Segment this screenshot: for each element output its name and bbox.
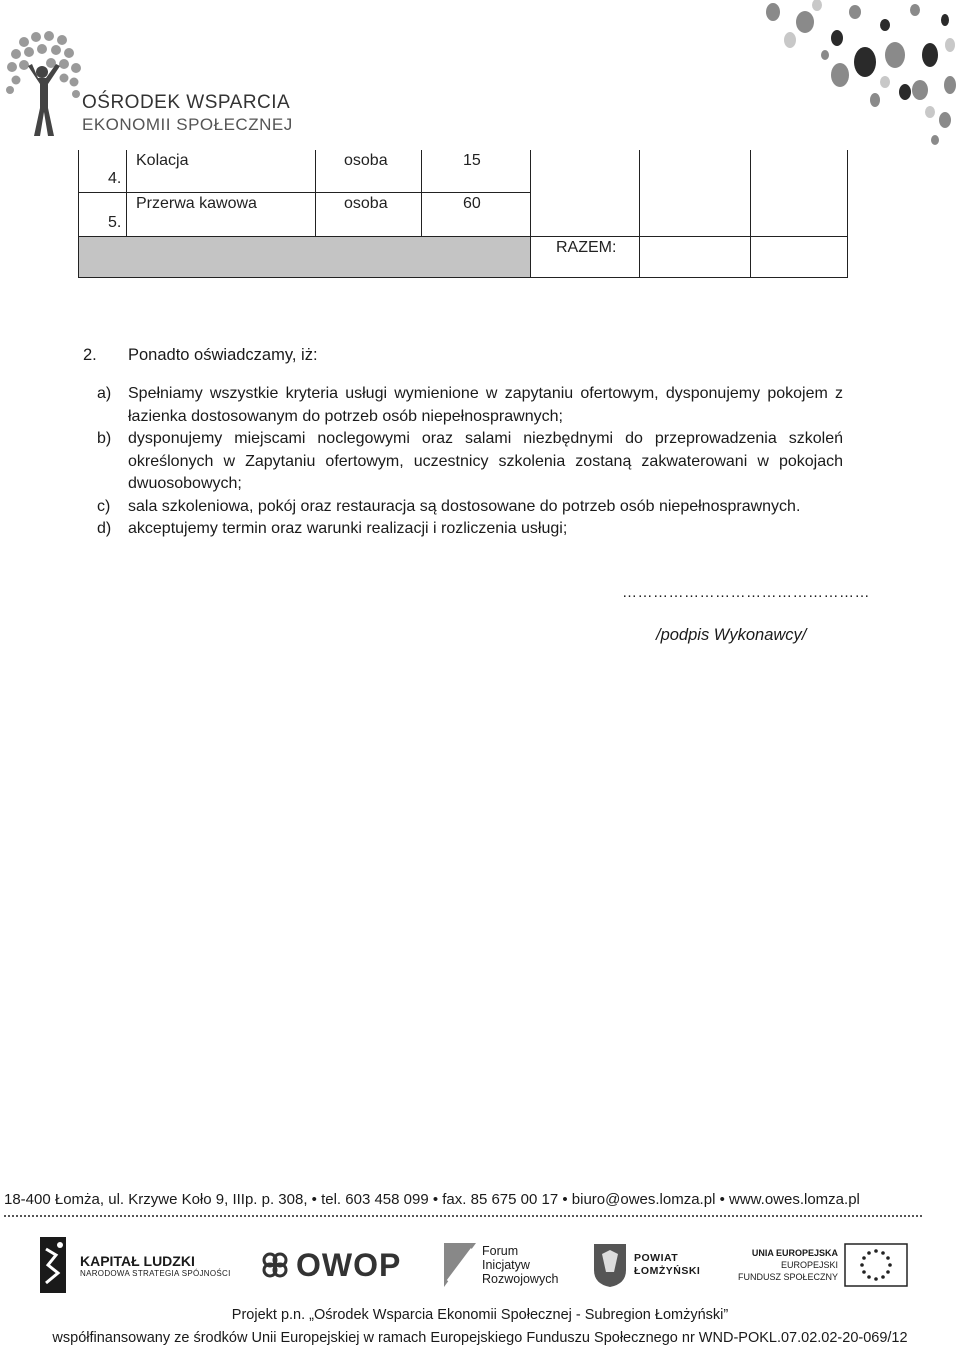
footer-funding-info: współfinansowany ze środków Unii Europejskiej w ramach Europejskiego Funduszu Społecznego nr WND-POKL.07.02.02-20-069/12 xyxy=(52,1330,908,1346)
item-name: Przerwa kawowa xyxy=(136,195,257,212)
item-unit: osoba xyxy=(344,152,388,169)
powiat-line2: ŁOMŻYŃSKI xyxy=(634,1265,701,1277)
powiat-line1: POWIAT xyxy=(634,1252,679,1264)
eu-line3: FUNDUSZ SPOŁECZNY xyxy=(738,1272,839,1282)
eu-flag-icon xyxy=(844,1243,908,1287)
owes-tree-logo xyxy=(4,28,84,138)
item-name: Kolacja xyxy=(136,152,189,169)
eu-line2: EUROPEJSKI xyxy=(781,1260,839,1270)
total-row-shading xyxy=(78,236,530,278)
footer-project-name: Projekt p.n. „Ośrodek Wsparcia Ekonomii Społecznej - Subregion Łomżyński” xyxy=(231,1307,729,1323)
row-number: 4. xyxy=(108,170,122,187)
item-label: a) xyxy=(97,385,112,402)
statement-title-text: Ponadto oświadczamy, iż: xyxy=(128,346,318,364)
statement-item-c xyxy=(97,496,843,519)
forum-arrow-icon xyxy=(442,1241,478,1289)
item-label: b) xyxy=(97,430,112,447)
forum-line1: Forum xyxy=(482,1244,519,1258)
total-label: RAZEM: xyxy=(556,239,617,256)
kapital-ludzki-title: KAPITAŁ LUDZKI xyxy=(80,1252,195,1269)
owop-knot-icon xyxy=(260,1250,290,1280)
eu-line1: UNIA EUROPEJSKA xyxy=(751,1248,839,1258)
row-number: 5. xyxy=(108,214,122,231)
forum-inicjatyw-logo xyxy=(442,1234,558,1296)
pricing-table xyxy=(78,150,848,278)
item-text: sala szkoleniowa, pokój oraz restauracja są dostosowane do potrzeb osób niepełnosprawnych. xyxy=(128,498,801,515)
kapital-ludzki-logo xyxy=(36,1234,231,1296)
owop-text: OWOP xyxy=(296,1246,402,1283)
item-label: c) xyxy=(97,498,111,515)
footer-address: 18-400 Łomża, ul. Krzywe Koło 9, IIIp. p. 308, • tel. 603 458 099 • fax. 85 675 00 17 • biuro@owes.lomza.pl • www.owes.lomza.pl xyxy=(4,1191,860,1208)
powiat-coat-of-arms-icon xyxy=(592,1242,628,1288)
powiat-lomzynski-logo xyxy=(592,1234,700,1296)
statement-item-a xyxy=(97,383,843,428)
forum-line2: Inicjatyw xyxy=(482,1258,530,1272)
item-text: akceptujemy termin oraz warunki realizacji i rozliczenia usługi; xyxy=(128,520,568,537)
item-unit: osoba xyxy=(344,195,388,212)
item-quantity: 60 xyxy=(463,195,481,212)
owop-logo xyxy=(260,1234,401,1296)
decorative-leaves-graphic xyxy=(745,0,960,155)
statement-number: 2. xyxy=(83,346,97,364)
signature-label: /podpis Wykonawcy/ xyxy=(656,626,807,644)
org-name-line1: OŚRODEK WSPARCIA xyxy=(82,92,291,113)
signature-line: ………………………………………… xyxy=(622,584,870,601)
item-label: d) xyxy=(97,520,112,537)
item-quantity: 15 xyxy=(463,152,481,169)
forum-line3: Rozwojowych xyxy=(482,1272,559,1286)
eu-efs-logo xyxy=(738,1234,908,1296)
kapital-ludzki-subtitle: NARODOWA STRATEGIA SPÓJNOŚCI xyxy=(80,1268,231,1278)
item-text: Spełniamy wszystkie kryteria usługi wymienione w zapytaniu ofertowym, dysponujemy pokojem z łazienka dostosowanym do potrzeb osób niepełnosprawnych; xyxy=(128,385,843,425)
statement-title xyxy=(83,346,318,365)
footer-divider xyxy=(4,1215,922,1217)
kapital-ludzki-emblem-icon xyxy=(36,1235,70,1295)
statement-item-d xyxy=(97,518,843,541)
item-text: dysponujemy miejscami noclegowymi oraz salami niezbędnymi do przeprowadzenia szkoleń określonych w Zapytaniu ofertowym, uczestnicy szkolenia zostaną zakwaterowani w pokojach dwuosobowych; xyxy=(128,430,843,492)
org-name-line2: EKONOMII SPOŁECZNEJ xyxy=(82,115,293,134)
statement-item-b xyxy=(97,428,843,496)
